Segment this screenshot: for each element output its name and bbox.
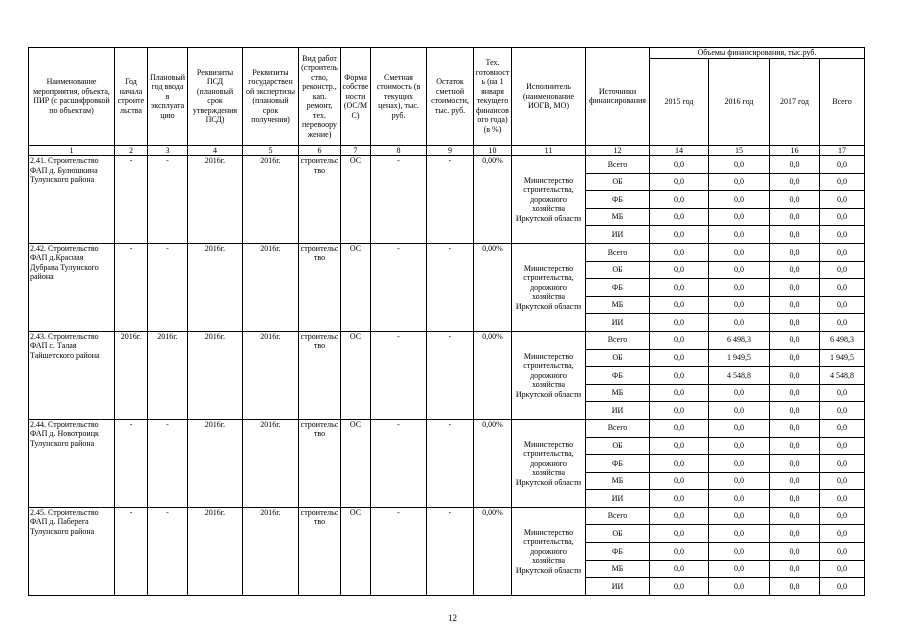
funding-v2016: 0,0	[709, 226, 770, 244]
funding-v2016: 0,0	[709, 261, 770, 279]
funding-total: 0,0	[820, 419, 865, 437]
object-name: 2.42. Строительство ФАП д.Красная Дубрава Тулунского района	[29, 243, 115, 331]
funding-total: 0,0	[820, 455, 865, 473]
funding-v2015: 0,0	[650, 331, 709, 349]
header-remaining-cost: Остаток сметной стоимости, тыс. руб.	[427, 48, 474, 146]
funding-total: 0,0	[820, 208, 865, 226]
funding-v2017: 0,0	[770, 314, 820, 332]
executor: Министерство строительства, дорожного хозяйства Иркутской области	[512, 507, 586, 595]
funding-total: 0,0	[820, 384, 865, 402]
executor: Министерство строительства, дорожного хозяйства Иркутской области	[512, 243, 586, 331]
funding-v2015: 0,0	[650, 543, 709, 561]
funding-total: 0,0	[820, 314, 865, 332]
funding-v2016: 0,0	[709, 472, 770, 490]
funding-source: ФБ	[586, 191, 650, 209]
funding-v2015: 0,0	[650, 525, 709, 543]
estimated-cost: -	[371, 507, 427, 595]
funding-total: 0,0	[820, 191, 865, 209]
ownership: ОС	[341, 419, 371, 507]
funding-source: ФБ	[586, 543, 650, 561]
psd-date: 2016г.	[188, 243, 243, 331]
funding-source: Всего	[586, 331, 650, 349]
funding-v2015: 0,0	[650, 490, 709, 508]
funding-v2015: 0,0	[650, 349, 709, 367]
funding-total: 6 498,3	[820, 331, 865, 349]
funding-v2017: 0,0	[770, 279, 820, 297]
funding-v2017: 0,0	[770, 490, 820, 508]
funding-v2015: 0,0	[650, 384, 709, 402]
funding-source: ОБ	[586, 525, 650, 543]
header-estimated-cost: Сметная стоимость (в текущих ценах), тыс. руб.	[371, 48, 427, 146]
header-2015: 2015 год	[650, 58, 709, 145]
column-number: 8	[371, 145, 427, 156]
header-ownership: Форма собстве ности (ОС/М С)	[341, 48, 371, 146]
funding-v2016: 0,0	[709, 455, 770, 473]
funding-source: ФБ	[586, 279, 650, 297]
funding-total: 0,0	[820, 226, 865, 244]
funding-v2015: 0,0	[650, 243, 709, 261]
column-number: 6	[299, 145, 341, 156]
ownership: ОС	[341, 243, 371, 331]
estimated-cost: -	[371, 419, 427, 507]
funding-source: ИИ	[586, 578, 650, 596]
funding-v2017: 0,0	[770, 226, 820, 244]
financing-table	[28, 47, 865, 596]
estimated-cost: -	[371, 331, 427, 419]
start-year: -	[115, 243, 148, 331]
column-number: 16	[770, 145, 820, 156]
psd-date: 2016г.	[188, 331, 243, 419]
header-psd: Реквизиты ПСД (плановый срок утверждения ПСД)	[188, 48, 243, 146]
funding-v2017: 0,0	[770, 243, 820, 261]
funding-v2015: 0,0	[650, 314, 709, 332]
executor: Министерство строительства, дорожного хозяйства Иркутской области	[512, 156, 586, 244]
funding-v2017: 0,0	[770, 419, 820, 437]
start-year: 2016г.	[115, 331, 148, 419]
funding-v2015: 0,0	[650, 560, 709, 578]
header-expertise: Реквизиты государствен ой экспертизы (плановый срок получения)	[243, 48, 299, 146]
funding-source: МБ	[586, 560, 650, 578]
funding-v2016: 0,0	[709, 384, 770, 402]
funding-total: 0,0	[820, 279, 865, 297]
header-financing-group: Объемы финансирования, тыс.руб.	[650, 48, 865, 59]
psd-date: 2016г.	[188, 507, 243, 595]
funding-v2017: 0,0	[770, 437, 820, 455]
table-row	[29, 331, 865, 349]
funding-v2016: 0,0	[709, 243, 770, 261]
funding-source: ИИ	[586, 314, 650, 332]
funding-v2016: 0,0	[709, 525, 770, 543]
funding-v2017: 0,0	[770, 384, 820, 402]
funding-v2016: 0,0	[709, 208, 770, 226]
expertise-date: 2016г.	[243, 243, 299, 331]
funding-v2016: 0,0	[709, 419, 770, 437]
expertise-date: 2016г.	[243, 507, 299, 595]
funding-total: 0,0	[820, 543, 865, 561]
funding-total: 0,0	[820, 437, 865, 455]
table-row	[29, 507, 865, 525]
funding-total: 0,0	[820, 173, 865, 191]
remaining-cost: -	[427, 419, 474, 507]
plan-year: -	[148, 156, 188, 244]
funding-source: ИИ	[586, 490, 650, 508]
estimated-cost: -	[371, 156, 427, 244]
column-number: 5	[243, 145, 299, 156]
column-number: 17	[820, 145, 865, 156]
funding-total: 0,0	[820, 560, 865, 578]
funding-v2017: 0,0	[770, 455, 820, 473]
start-year: -	[115, 507, 148, 595]
funding-v2015: 0,0	[650, 578, 709, 596]
funding-source: Всего	[586, 156, 650, 174]
ownership: ОС	[341, 156, 371, 244]
column-number: 15	[709, 145, 770, 156]
executor: Министерство строительства, дорожного хозяйства Иркутской области	[512, 331, 586, 419]
funding-v2015: 0,0	[650, 507, 709, 525]
header-total: Всего	[820, 58, 865, 145]
start-year: -	[115, 156, 148, 244]
column-number: 4	[188, 145, 243, 156]
funding-source: ОБ	[586, 261, 650, 279]
table-row	[29, 156, 865, 174]
remaining-cost: -	[427, 156, 474, 244]
funding-total: 0,0	[820, 472, 865, 490]
funding-v2015: 0,0	[650, 419, 709, 437]
remaining-cost: -	[427, 507, 474, 595]
work-type: строительс тво	[299, 331, 341, 419]
funding-v2015: 0,0	[650, 261, 709, 279]
funding-v2015: 0,0	[650, 367, 709, 385]
readiness: 0,00%	[474, 507, 512, 595]
plan-year: -	[148, 507, 188, 595]
header-sources: Источники финансирования	[586, 48, 650, 146]
funding-v2016: 0,0	[709, 543, 770, 561]
page-number: 12	[448, 613, 457, 623]
funding-v2016: 0,0	[709, 490, 770, 508]
funding-source: МБ	[586, 296, 650, 314]
header-name: Наименование мероприятия, объекта, ПИР (с расшифровкой по объектам)	[29, 48, 115, 146]
expertise-date: 2016г.	[243, 419, 299, 507]
funding-source: Всего	[586, 507, 650, 525]
funding-v2015: 0,0	[650, 455, 709, 473]
funding-v2017: 0,0	[770, 560, 820, 578]
column-number: 2	[115, 145, 148, 156]
funding-total: 0,0	[820, 578, 865, 596]
object-name: 2.43. Строительство ФАП с. Талая Тайшетского района	[29, 331, 115, 419]
funding-total: 0,0	[820, 243, 865, 261]
funding-total: 1 949,5	[820, 349, 865, 367]
funding-v2015: 0,0	[650, 156, 709, 174]
funding-total: 0,0	[820, 507, 865, 525]
funding-source: ФБ	[586, 455, 650, 473]
column-number: 7	[341, 145, 371, 156]
column-number: 1	[29, 145, 115, 156]
funding-v2016: 0,0	[709, 402, 770, 420]
funding-v2016: 0,0	[709, 156, 770, 174]
plan-year: -	[148, 419, 188, 507]
ownership: ОС	[341, 507, 371, 595]
funding-source: ИИ	[586, 402, 650, 420]
header-work-type: Вид работ (строитель ство, реконстр., кап. ремонт, тех. перевоору жение)	[299, 48, 341, 146]
funding-total: 0,0	[820, 402, 865, 420]
column-number: 10	[474, 145, 512, 156]
funding-v2015: 0,0	[650, 296, 709, 314]
funding-source: ФБ	[586, 367, 650, 385]
object-name: 2.44. Строительство ФАП д. Новотроицк Тулунского района	[29, 419, 115, 507]
funding-v2017: 0,0	[770, 402, 820, 420]
header-2016: 2016 год	[709, 58, 770, 145]
funding-total: 0,0	[820, 261, 865, 279]
funding-v2017: 0,0	[770, 525, 820, 543]
header-plan-year: Плановый год ввода в эксплуата цию	[148, 48, 188, 146]
funding-source: МБ	[586, 208, 650, 226]
estimated-cost: -	[371, 243, 427, 331]
expertise-date: 2016г.	[243, 156, 299, 244]
funding-v2017: 0,0	[770, 578, 820, 596]
work-type: строительс тво	[299, 243, 341, 331]
funding-v2017: 0,0	[770, 173, 820, 191]
funding-v2015: 0,0	[650, 437, 709, 455]
column-number: 11	[512, 145, 586, 156]
funding-total: 0,0	[820, 296, 865, 314]
readiness: 0,00%	[474, 243, 512, 331]
plan-year: -	[148, 243, 188, 331]
funding-v2017: 0,0	[770, 156, 820, 174]
expertise-date: 2016г.	[243, 331, 299, 419]
funding-v2016: 0,0	[709, 296, 770, 314]
funding-v2015: 0,0	[650, 402, 709, 420]
header-start-year: Год начала строите льства	[115, 48, 148, 146]
funding-source: ИИ	[586, 226, 650, 244]
remaining-cost: -	[427, 331, 474, 419]
funding-v2017: 0,0	[770, 296, 820, 314]
funding-v2015: 0,0	[650, 472, 709, 490]
funding-v2015: 0,0	[650, 173, 709, 191]
header-readiness: Тех. готовност ь (на 1 января текущего финансов ого года) (в %)	[474, 48, 512, 146]
funding-v2015: 0,0	[650, 226, 709, 244]
funding-total: 4 548,8	[820, 367, 865, 385]
funding-v2016: 0,0	[709, 314, 770, 332]
funding-total: 0,0	[820, 525, 865, 543]
header-executor: Исполнитель (наименование ИОГВ, МО)	[512, 48, 586, 146]
funding-v2015: 0,0	[650, 191, 709, 209]
funding-v2017: 0,0	[770, 472, 820, 490]
remaining-cost: -	[427, 243, 474, 331]
column-number: 12	[586, 145, 650, 156]
funding-source: МБ	[586, 384, 650, 402]
column-number: 3	[148, 145, 188, 156]
funding-v2017: 0,0	[770, 543, 820, 561]
funding-source: МБ	[586, 472, 650, 490]
funding-v2016: 0,0	[709, 191, 770, 209]
funding-v2016: 4 548,8	[709, 367, 770, 385]
start-year: -	[115, 419, 148, 507]
ownership: ОС	[341, 331, 371, 419]
funding-v2017: 0,0	[770, 507, 820, 525]
executor: Министерство строительства, дорожного хозяйства Иркутской области	[512, 419, 586, 507]
funding-v2017: 0,0	[770, 367, 820, 385]
funding-source: ОБ	[586, 173, 650, 191]
funding-source: ОБ	[586, 437, 650, 455]
readiness: 0,00%	[474, 156, 512, 244]
funding-source: Всего	[586, 243, 650, 261]
funding-total: 0,0	[820, 156, 865, 174]
object-name: 2.45. Строительство ФАП д. Паберега Тулунского района	[29, 507, 115, 595]
column-number: 14	[650, 145, 709, 156]
funding-v2017: 0,0	[770, 208, 820, 226]
readiness: 0,00%	[474, 419, 512, 507]
funding-source: Всего	[586, 419, 650, 437]
psd-date: 2016г.	[188, 419, 243, 507]
funding-total: 0,0	[820, 490, 865, 508]
funding-v2017: 0,0	[770, 349, 820, 367]
readiness: 0,00%	[474, 331, 512, 419]
column-numbers-row	[29, 145, 865, 156]
table-row	[29, 419, 865, 437]
funding-v2016: 0,0	[709, 173, 770, 191]
funding-v2016: 0,0	[709, 507, 770, 525]
work-type: строительс тво	[299, 507, 341, 595]
funding-v2015: 0,0	[650, 208, 709, 226]
column-number: 9	[427, 145, 474, 156]
table-row	[29, 243, 865, 261]
funding-v2017: 0,0	[770, 261, 820, 279]
funding-v2016: 0,0	[709, 437, 770, 455]
funding-v2017: 0,0	[770, 331, 820, 349]
funding-source: ОБ	[586, 349, 650, 367]
funding-v2016: 0,0	[709, 279, 770, 297]
plan-year: 2016г.	[148, 331, 188, 419]
funding-v2016: 0,0	[709, 560, 770, 578]
funding-v2016: 6 498,3	[709, 331, 770, 349]
table-body	[29, 156, 865, 596]
funding-v2016: 0,0	[709, 578, 770, 596]
funding-v2017: 0,0	[770, 191, 820, 209]
funding-v2015: 0,0	[650, 279, 709, 297]
work-type: строительс тво	[299, 419, 341, 507]
funding-v2016: 1 949,5	[709, 349, 770, 367]
psd-date: 2016г.	[188, 156, 243, 244]
work-type: строительс тво	[299, 156, 341, 244]
header-2017: 2017 год	[770, 58, 820, 145]
object-name: 2.41. Строительство ФАП д. Булюшкина Тулунского района	[29, 156, 115, 244]
